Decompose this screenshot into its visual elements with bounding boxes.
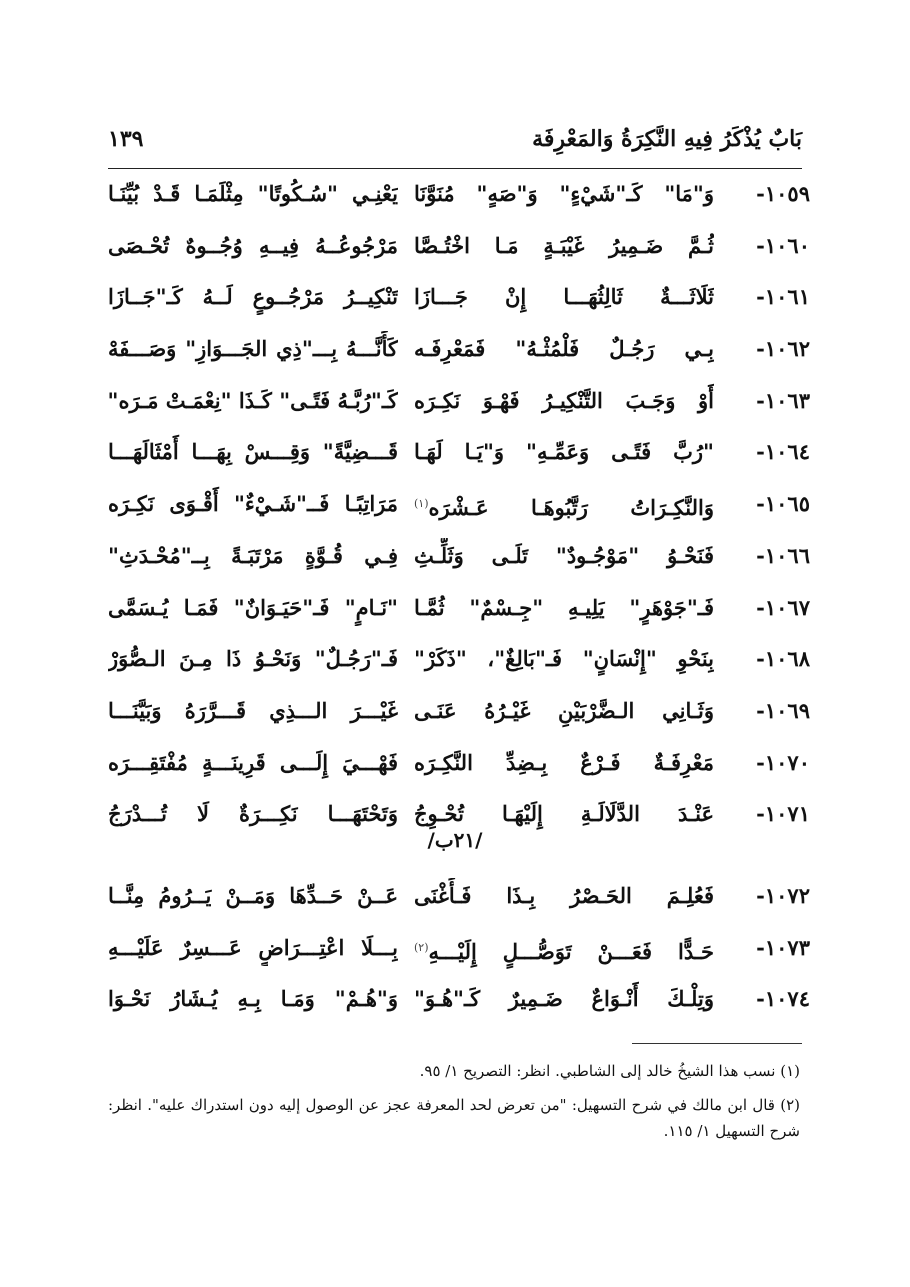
verse-line xyxy=(108,323,810,375)
verse-line xyxy=(108,375,810,427)
verse-first-hemistich xyxy=(414,538,714,574)
verse-line xyxy=(108,870,810,922)
verse-first-hemistich xyxy=(414,176,714,212)
verse-second-hemistich: كَـ"رُبَّـهُ فَتًـى" كَـذَا "نِعْمَـتْ مَـرَه" xyxy=(108,387,398,413)
hemistich-text: مَعْرِفَـةٌ فَـرْعٌ بِـضِدِّ النَّكِـرَه xyxy=(414,749,714,775)
hemistich-text: فَـ"جَوْهَرٍ" يَلِيـهِ "جِـسْمٌ" ثُمَّـا xyxy=(414,594,714,620)
verse-number: ١٠٦٧- xyxy=(756,594,810,620)
verse-second-hemistich: مَرْجُوعُــهُ فِيــهِ وُجُــوهٌ تُحْـصَى xyxy=(108,232,398,258)
hemistich-text: "رُبَّ فَتًـى وَعَمِّـهِ" وَ"يَـا لَهَـا xyxy=(414,439,714,465)
footnote-separator xyxy=(632,1043,802,1044)
verse-number: ١٠٧٤- xyxy=(756,986,810,1012)
verse-number: ١٠٦١- xyxy=(756,284,810,310)
verse-second-hemistich: فَـ"رَجُـلٌ" وَنَحْـوُ ذَا مِـنَ الـصُّوَرْ xyxy=(108,646,398,672)
hemistich-text: ثُـمَّ ضَـمِيرُ غَيْبَـةٍ مَـا اخْتُـصَّا xyxy=(414,232,714,258)
verse-number: ١٠٦٠- xyxy=(756,232,810,258)
verse-first-hemistich xyxy=(414,590,714,626)
hemistich-text: فَعُلِـمَ الحَـصْرُ بِـذَا فَـأَغْنَى xyxy=(414,883,714,908)
hemistich-text: وَ"مَا" كَـ"شَيْءٍ" وَ"صَهٍ" مُنَوَّنَا xyxy=(414,181,714,206)
verse-number: ١٠٦٥- xyxy=(756,491,810,517)
footnote-1: (١) نسب هذا الشيخُ خالد إلى الشاطبي. انظر: التصريح ١/ ٩٥. xyxy=(419,1062,800,1080)
verse-line xyxy=(108,271,810,323)
footnote-ref: (٢) xyxy=(414,940,429,954)
verse-number: ١٠٦٩- xyxy=(756,697,810,723)
verse-number: ١٠٦٢- xyxy=(756,336,810,362)
verse-line xyxy=(108,737,810,789)
verse-number: ١٠٦٦- xyxy=(756,542,810,568)
hemistich-text: حَـدًّا فَعَـــنْ تَوَصُّـــلٍ إِلَيْـــهِ xyxy=(428,938,714,964)
verse-first-hemistich xyxy=(414,279,714,315)
verse-first-hemistich xyxy=(414,878,714,914)
verse-second-hemistich: "نَـامٍ" فَـ"حَيَـوَانٌ" فَمَـا يُـسَمَّى xyxy=(108,594,398,620)
hemistich-text: ثَلَاثَـــةٌ ثَالِثُهَـــا إِنْ جَـــازَا xyxy=(414,284,714,310)
page-number: ١٣٩ xyxy=(108,126,144,152)
verse-second-hemistich: مَرَاتِبًـا فَــ"شَـيْءٌ" أَقْـوَى نَكِـرَه xyxy=(108,491,398,517)
verse-line xyxy=(108,685,810,737)
verse-second-hemistich: غَيْـــرَ الـــذِي قَـــرَّرَهُ وَبَيَّنَـــا xyxy=(108,697,398,723)
hemistich-text: أَوْ وَجَـبَ التَّنْكِيـرُ فَهْـوَ نَكِـرَه xyxy=(414,387,714,413)
hemistich-text: بِنَحْوِ "إِنْسَانٍ" فَـ"بَالِغٌ"، "ذَكَرْ" xyxy=(414,646,714,672)
hemistich-text: وَالنَّكِـرَاتُ رَتَّبُوهَـا عَـشْرَه xyxy=(428,495,714,521)
verse-second-hemistich: فَهْـــيَ إِلَـــى قَرِينَـــةٍ مُفْتَقِـــرَه xyxy=(108,749,398,775)
footnotes xyxy=(108,1058,800,1152)
verse-number: ١٠٧٢- xyxy=(756,883,810,908)
folio-marker: /٢١ب/ xyxy=(427,828,483,852)
verses-block-2 xyxy=(108,870,810,1025)
verse-number: ١٠٥٩- xyxy=(756,181,810,206)
verse-line xyxy=(108,168,810,220)
hemistich-text: وَتِلْـكَ أَنْـوَاعٌ ضَـمِيرٌ كَـ"هُـوَ" xyxy=(414,986,714,1012)
verse-line xyxy=(108,582,810,634)
verse-second-hemistich: بِـــلَا اعْتِـــرَاضٍ عَـــسِرٌ عَلَيْـــهِ xyxy=(108,934,398,960)
verse-second-hemistich: قَـــضِيَّةً" وَقِـــسْ بِهَـــا أَمْثَالَهَـــا xyxy=(108,439,398,465)
verse-number: ١٠٦٨- xyxy=(756,646,810,672)
hemistich-text: عَنْـدَ الدَّلَالَـةِ إِلَيْهَـا تُحْـوِجُ xyxy=(414,801,714,827)
verse-second-hemistich: فِـي قُـوَّةٍ مَرْتَبَـةً بِــ"مُحْـدَثِ" xyxy=(108,542,398,568)
verse-line xyxy=(108,530,810,582)
verse-number: ١٠٧١- xyxy=(756,801,810,827)
verse-number: ١٠٦٤- xyxy=(756,439,810,465)
verse-first-hemistich xyxy=(414,331,714,367)
verse-first-hemistich xyxy=(414,434,714,470)
verse-first-hemistich xyxy=(414,693,714,729)
verse-second-hemistich: عَــنْ حَــدِّهَا وَمَــنْ يَــرُومُ مِنَّــا xyxy=(108,883,398,908)
verse-line xyxy=(108,478,810,530)
verse-first-hemistich xyxy=(414,981,714,1017)
verse-line xyxy=(108,973,810,1025)
verse-line xyxy=(108,922,810,974)
verse-number: ١٠٦٣- xyxy=(756,387,810,413)
verse-number: ١٠٧٠- xyxy=(756,749,810,775)
verse-second-hemistich: وَتَحْتَهَـــا نَكِـــرَةٌ لَا تُـــدْرَجُ xyxy=(108,801,398,827)
verse-number: ١٠٧٣- xyxy=(756,934,810,960)
hemistich-text: بِـي رَجُـلٌ فَلْمُثْـهُ" فَمَعْرِفَـه xyxy=(414,336,714,362)
verse-first-hemistich xyxy=(414,930,714,970)
verse-second-hemistich: يَعْنِـي "سُـكُوتًا" مِثْلَمَـا قَـدْ بُيِّنَـا xyxy=(108,181,398,206)
verse-line xyxy=(108,426,810,478)
verse-first-hemistich xyxy=(414,383,714,419)
verse-second-hemistich: وَ"هُـمْ" وَمَـا بِـهِ يُـشَارُ نَحْـوَا xyxy=(108,986,398,1012)
footnote-ref: (١) xyxy=(414,497,429,511)
hemistich-text: وَثَـانِي الـضَّرْبَيْنِ غَيْـرُهُ عَنَـى xyxy=(414,697,714,723)
verse-first-hemistich xyxy=(414,641,714,677)
verse-second-hemistich: كَأَنَّـــهُ بِـــ"ذِي الجَـــوَازِ" وَصَـــفَهْ xyxy=(108,336,398,362)
verse-first-hemistich xyxy=(414,228,714,264)
verses-block-1 xyxy=(108,168,810,840)
footnote-2: (٢) قال ابن مالك في شرح التسهيل: "من تعرض لحد المعرفة عجز عن الوصول إليه دون استدراك عليه". انظر: شرح التسهيل ١/ ١١٥. xyxy=(108,1096,800,1140)
verse-first-hemistich xyxy=(414,796,714,832)
page-header xyxy=(108,120,802,169)
verse-first-hemistich xyxy=(414,745,714,781)
verse-line xyxy=(108,220,810,272)
verse-line xyxy=(108,633,810,685)
verse-first-hemistich xyxy=(414,486,714,526)
verse-second-hemistich: تَنْكِيــرُ مَرْجُــوعٍ لَــهُ كَـ"جَــازَا xyxy=(108,284,398,310)
hemistich-text: فَنَحْـوُ "مَوْجُـودٌ" تَلَـى وَثَلِّـثِ xyxy=(414,542,714,568)
running-title: بَابٌ يُذْكَرُ فِيهِ النَّكِرَةُ وَالمَعْرِفَة xyxy=(532,126,802,152)
